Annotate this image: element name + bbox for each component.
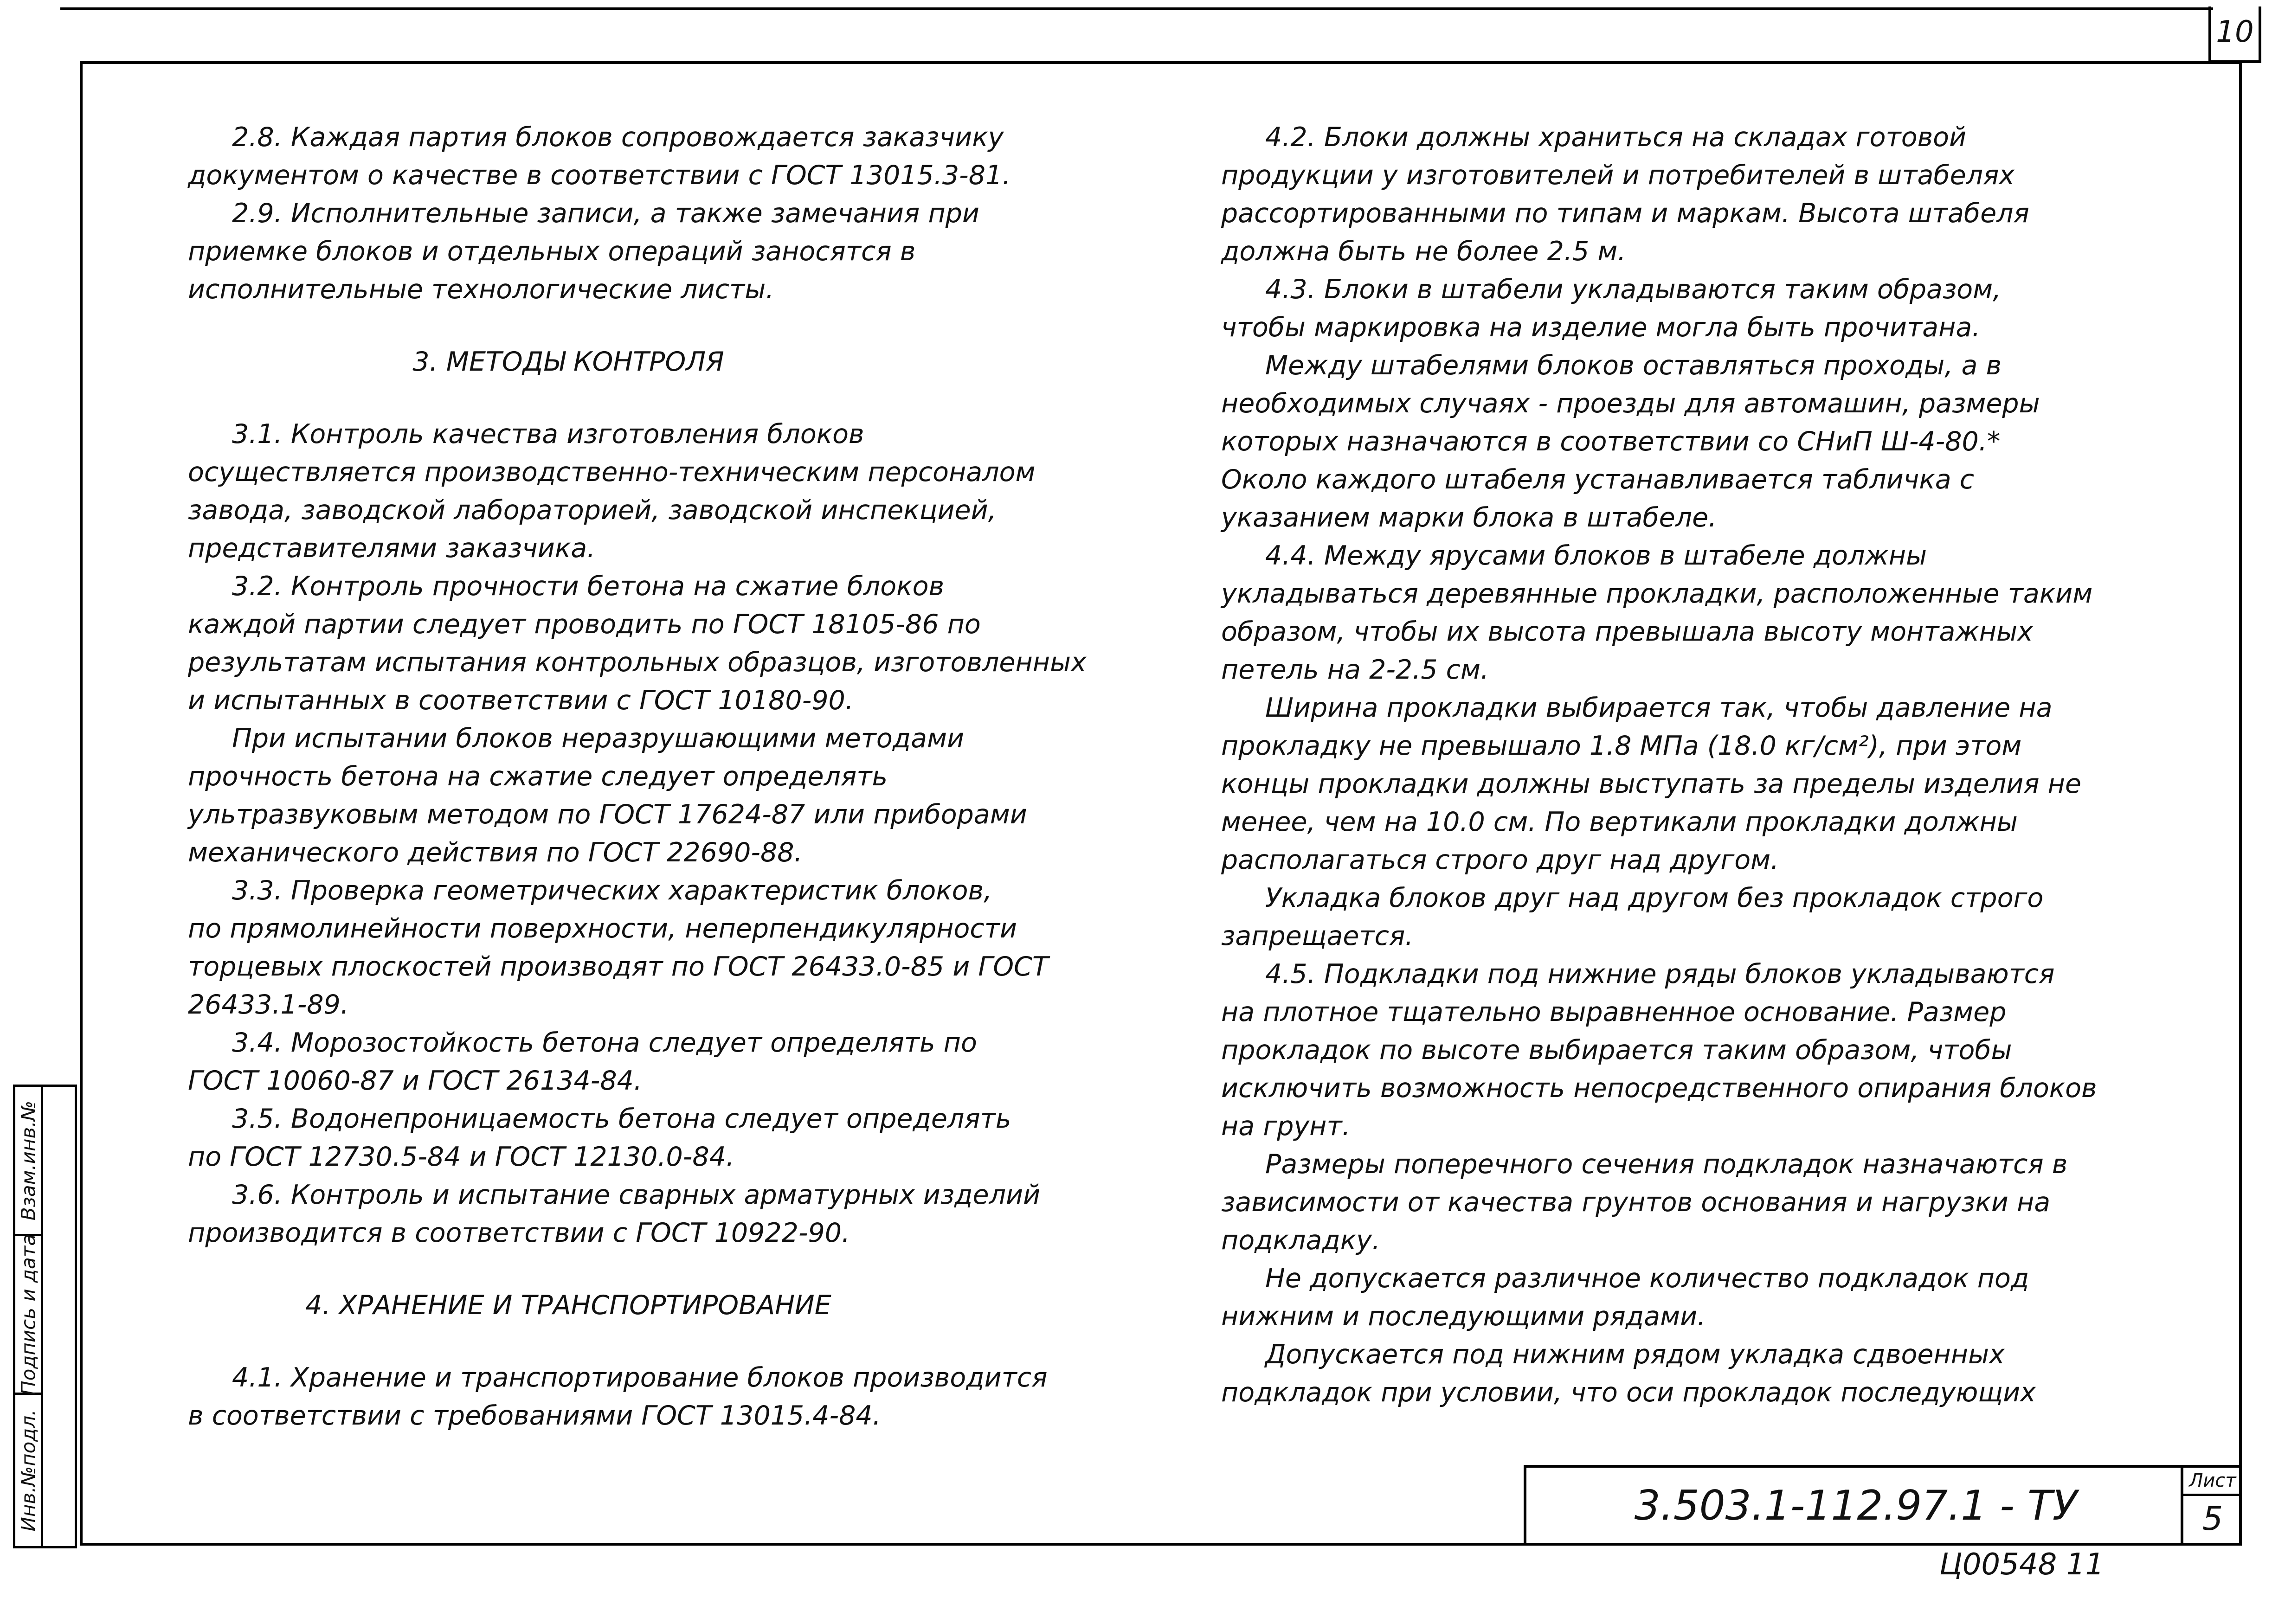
paragraph-line: механического действия по ГОСТ 22690-88. [188, 837, 803, 868]
stamp-cell-original-inv: Инв.№подл. [15, 1395, 43, 1546]
paragraph-line: результатам испытания контрольных образцов, изготовленных [188, 647, 1087, 678]
stamp-cell-replacement-inv: Взам.инв.№ [15, 1087, 43, 1236]
paragraph-line: по прямолинейности поверхности, неперпендикулярности [188, 913, 1017, 944]
paragraph-line: 3.6. Контроль и испытание сварных арматурных изделий [232, 1180, 1041, 1210]
section-heading: 4. ХРАНЕНИЕ И ТРАНСПОРТИРОВАНИЕ [305, 1290, 831, 1321]
paragraph-line: 4.3. Блоки в штабели укладываются таким образом, [1265, 274, 2002, 305]
paragraph-line: и испытанных в соответствии с ГОСТ 10180-90. [188, 685, 854, 716]
paragraph-line: Допускается под нижним рядом укладка сдвоенных [1265, 1339, 2005, 1370]
paragraph-line: Не допускается различное количество подкладок под [1265, 1263, 2029, 1294]
paragraph-line: ГОСТ 10060-87 и ГОСТ 26134-84. [188, 1066, 642, 1096]
paragraph-line: должна быть не более 2.5 м. [1221, 236, 1626, 267]
paragraph-line: нижним и последующими рядами. [1221, 1301, 1706, 1332]
blank-line [188, 381, 1060, 415]
paragraph-line: 3.1. Контроль качества изготовления блоков [232, 419, 864, 449]
paragraph-line: указанием марки блока в штабеле. [1221, 502, 1717, 533]
paragraph-line: Около каждого штабеля устанавливается табличка с [1221, 464, 1975, 495]
paragraph-line: 2.8. Каждая партия блоков сопровождается заказчику [232, 122, 1004, 153]
stamp-cell-signature-date: Подпись и дата [15, 1236, 43, 1395]
paragraph-line: 4.2. Блоки должны храниться на складах готовой [1265, 122, 1967, 153]
paragraph-line: 4.5. Подкладки под нижние ряды блоков укладываются [1265, 959, 2055, 989]
paragraph-line: 3.3. Проверка геометрических характеристик блоков, [232, 875, 992, 906]
paragraph-line: Между штабелями блоков оставляться проходы, а в [1265, 350, 2002, 381]
paragraph-line: на плотное тщательно выравненное основание. Размер [1221, 997, 2007, 1027]
document-code: 3.503.1-112.97.1 - ТУ [1634, 1482, 2078, 1529]
paragraph-line: укладываться деревянные прокладки, расположенные таким [1221, 578, 2093, 609]
paragraph-line: исключить возможность непосредственного опирания блоков [1221, 1073, 2097, 1104]
paragraph-line: производится в соответствии с ГОСТ 10922-90. [188, 1218, 850, 1248]
paragraph-line: по ГОСТ 12730.5-84 и ГОСТ 12130.0-84. [188, 1142, 734, 1172]
blank-line [188, 308, 1060, 343]
paragraph-line: 3.4. Морозостойкость бетона следует определять по [232, 1027, 977, 1058]
paragraph-line: зависимости от качества грунтов основания и нагрузки на [1221, 1187, 2051, 1218]
paragraph-line: исполнительные технологические листы. [188, 274, 774, 305]
sheet-label: Лист [2183, 1468, 2242, 1496]
paragraph-line: 2.9. Исполнительные записи, а также замечания при [232, 198, 979, 229]
paragraph-line: запрещается. [1221, 921, 1414, 951]
right-text-column [1221, 118, 2097, 1412]
paragraph-line: концы прокладки должны выступать за пределы изделия не [1221, 769, 2082, 799]
paragraph-line: Ширина прокладки выбирается так, чтобы давление на [1265, 693, 2053, 723]
blank-line [188, 1252, 1060, 1286]
paragraph-line: Размеры поперечного сечения подкладок назначаются в [1265, 1149, 2068, 1180]
paragraph-line: прочность бетона на сжатие следует определять [188, 761, 888, 792]
paragraph-line: продукции у изготовителей и потребителей в штабелях [1221, 160, 2015, 191]
paragraph-line: располагаться строго друг над другом. [1221, 845, 1779, 875]
paragraph-line: торцевых плоскостей производят по ГОСТ 26433.0-85 и ГОСТ [188, 951, 1049, 982]
paragraph-line: на грунт. [1221, 1111, 1351, 1142]
paragraph-line: 26433.1-89. [188, 989, 349, 1020]
side-stamp [13, 1085, 77, 1548]
paragraph-line: подкладку. [1221, 1225, 1381, 1256]
paragraph-line: приемке блоков и отдельных операций заносятся в [188, 236, 916, 267]
paragraph-line: чтобы маркировка на изделие могла быть прочитана. [1221, 312, 1981, 343]
paragraph-line: образом, чтобы их высота превышала высоту монтажных [1221, 616, 2033, 647]
page-corner-number: 10 [2216, 15, 2254, 49]
paragraph-line: представителями заказчика. [188, 533, 596, 564]
paragraph-line: 3.5. Водонепроницаемость бетона следует определять [232, 1104, 1011, 1134]
top-border-line [60, 7, 2213, 10]
paragraph-line: петель на 2-2.5 см. [1221, 655, 1489, 685]
paragraph-line: прокладку не превышало 1.8 МПа (18.0 кг/см²), при этом [1221, 731, 2022, 761]
paragraph-line: 3.2. Контроль прочности бетона на сжатие блоков [232, 571, 945, 602]
paragraph-line: подкладок при условии, что оси прокладок последующих [1221, 1377, 2036, 1408]
paragraph-line: документом о качестве в соответствии с ГОСТ 13015.3-81. [188, 160, 1011, 191]
paragraph-line: При испытании блоков неразрушающими методами [232, 723, 965, 754]
archive-number: Ц00548 11 [1939, 1547, 2105, 1582]
paragraph-line: ультразвуковым методом по ГОСТ 17624-87 или приборами [188, 799, 1027, 830]
paragraph-line: 4.1. Хранение и транспортирование блоков производится [232, 1362, 1048, 1393]
paragraph-line: менее, чем на 10.0 см. По вертикали прокладки должны [1221, 807, 2018, 837]
left-text-column [188, 118, 1087, 1435]
sheet-number: 5 [2202, 1500, 2223, 1538]
paragraph-line: каждой партии следует проводить по ГОСТ 18105-86 по [188, 609, 981, 640]
paragraph-line: Укладка блоков друг над другом без прокладок строго [1265, 883, 2044, 913]
paragraph-line: необходимых случаях - проезды для автомашин, размеры [1221, 388, 2040, 419]
page-corner-box [2208, 6, 2261, 63]
paragraph-line: 4.4. Между ярусами блоков в штабеле должны [1265, 540, 1927, 571]
paragraph-line: в соответствии с требованиями ГОСТ 13015.4-84. [188, 1400, 881, 1431]
paragraph-line: прокладок по высоте выбирается таким образом, чтобы [1221, 1035, 2012, 1066]
blank-line [188, 1324, 1060, 1359]
paragraph-line: завода, заводской лабораторией, заводской инспекцией, [188, 495, 997, 526]
sheet-box [2181, 1465, 2242, 1546]
paragraph-line: осуществляется производственно-техническим персоналом [188, 457, 1036, 488]
paragraph-line: рассортированными по типам и маркам. Высота штабеля [1221, 198, 2029, 229]
paragraph-line: которых назначаются в соответствии со СНиП Ш-4-80.* [1221, 426, 2001, 457]
section-heading: 3. МЕТОДЫ КОНТРОЛЯ [412, 347, 724, 377]
